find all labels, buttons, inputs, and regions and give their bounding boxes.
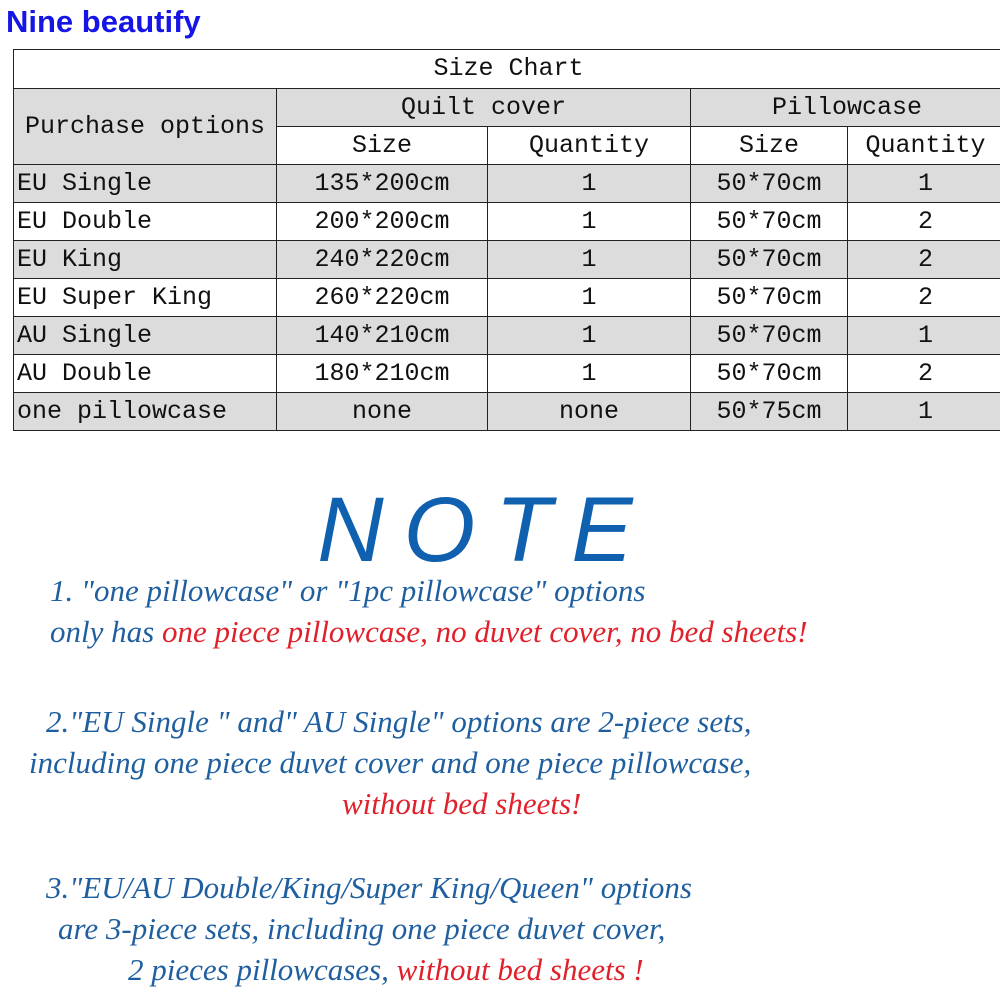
- row-pillow-qty: 2: [848, 279, 1000, 317]
- row-option: EU Double: [14, 203, 277, 241]
- row-option: EU Single: [14, 165, 277, 203]
- row-option: EU King: [14, 241, 277, 279]
- row-pillow-qty: 1: [848, 165, 1000, 203]
- size-chart-table: [13, 49, 1000, 431]
- row-pillow-qty: 1: [848, 317, 1000, 355]
- quilt-quantity-header: Quantity: [488, 127, 691, 165]
- row-quilt-qty: none: [488, 393, 691, 431]
- row-pillow-size: 50*70cm: [691, 165, 848, 203]
- row-quilt-size: 200*200cm: [277, 203, 488, 241]
- row-quilt-size: none: [277, 393, 488, 431]
- size-chart-title: Size Chart: [14, 50, 1000, 89]
- row-option: EU Super King: [14, 279, 277, 317]
- pillow-quantity-header: Quantity: [848, 127, 1000, 165]
- row-quilt-size: 180*210cm: [277, 355, 488, 393]
- row-pillow-size: 50*70cm: [691, 241, 848, 279]
- row-pillow-qty: 1: [848, 393, 1000, 431]
- table-row: [14, 203, 1000, 241]
- note-1-text: only has: [50, 614, 162, 649]
- brand-logo: Nine beautify: [6, 4, 201, 39]
- row-pillow-qty: 2: [848, 203, 1000, 241]
- quilt-size-header: Size: [277, 127, 488, 165]
- row-pillow-size: 50*70cm: [691, 279, 848, 317]
- note-1-warning: one piece pillowcase, no duvet cover, no bed sheets!: [161, 614, 808, 649]
- note-2-line-1: 2."EU Single " and" AU Single" options are 2-piece sets,: [46, 704, 752, 739]
- row-quilt-qty: 1: [488, 203, 691, 241]
- row-quilt-qty: 1: [488, 241, 691, 279]
- pillowcase-header: Pillowcase: [691, 89, 1000, 127]
- row-option: one pillowcase: [14, 393, 277, 431]
- row-quilt-size: 135*200cm: [277, 165, 488, 203]
- row-pillow-size: 50*70cm: [691, 203, 848, 241]
- row-option: AU Double: [14, 355, 277, 393]
- quilt-cover-header: Quilt cover: [277, 89, 691, 127]
- pillow-size-header: Size: [691, 127, 848, 165]
- table-row: [14, 165, 1000, 203]
- row-quilt-qty: 1: [488, 165, 691, 203]
- table-row: [14, 317, 1000, 355]
- purchase-options-header: Purchase options: [14, 89, 277, 165]
- note-3-text: 2 pieces pillowcases,: [128, 952, 397, 987]
- row-quilt-size: 240*220cm: [277, 241, 488, 279]
- note-3-warning: without bed sheets !: [396, 952, 644, 987]
- note-2-warning: without bed sheets!: [342, 786, 582, 821]
- row-pillow-size: 50*70cm: [691, 317, 848, 355]
- row-quilt-qty: 1: [488, 355, 691, 393]
- note-1-line-1: 1. "one pillowcase" or "1pc pillowcase" options: [50, 573, 646, 608]
- row-pillow-size: 50*75cm: [691, 393, 848, 431]
- row-quilt-qty: 1: [488, 279, 691, 317]
- table-row: [14, 393, 1000, 431]
- row-quilt-qty: 1: [488, 317, 691, 355]
- row-pillow-qty: 2: [848, 355, 1000, 393]
- row-option: AU Single: [14, 317, 277, 355]
- table-row: [14, 279, 1000, 317]
- note-3-line-1: 3."EU/AU Double/King/Super King/Queen" options: [46, 870, 692, 905]
- note-3-line-3: [128, 949, 644, 990]
- note-1-line-2: [50, 611, 808, 652]
- table-row: [14, 241, 1000, 279]
- table-row: [14, 355, 1000, 393]
- note-2-line-2: including one piece duvet cover and one piece pillowcase,: [29, 745, 752, 780]
- note-heading: NOTE: [317, 479, 653, 581]
- note-3-line-2: are 3-piece sets, including one piece duvet cover,: [58, 911, 666, 946]
- row-quilt-size: 140*210cm: [277, 317, 488, 355]
- row-pillow-qty: 2: [848, 241, 1000, 279]
- row-quilt-size: 260*220cm: [277, 279, 488, 317]
- row-pillow-size: 50*70cm: [691, 355, 848, 393]
